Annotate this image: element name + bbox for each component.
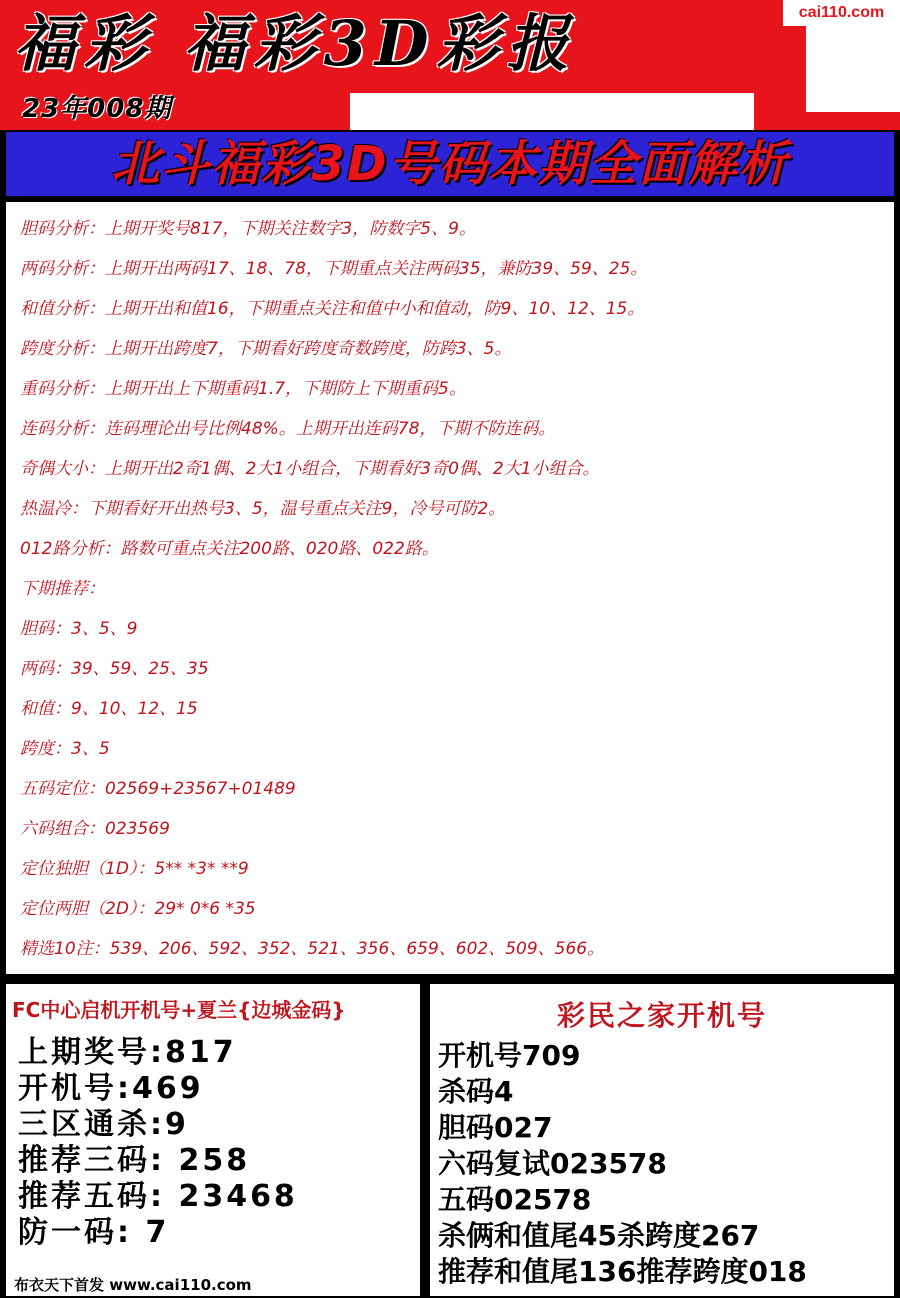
- analysis-panel: [4, 200, 896, 976]
- banner-title: 北斗福彩3D号码本期全面解析: [111, 136, 789, 192]
- caimin-line: 胆码027: [438, 1111, 553, 1144]
- analysis-line: 胆码：3、5、9: [20, 619, 138, 639]
- analysis-line: 两码：39、59、25、35: [20, 659, 209, 679]
- issue-number: 23年008期: [22, 94, 172, 124]
- analysis-line: 跨度：3、5: [20, 739, 110, 759]
- caimin-panel: [428, 982, 896, 1298]
- analysis-line: 热温冷：下期看好开出热号3、5，温号重点关注9，冷号可防2。: [20, 499, 506, 519]
- blank-box: [350, 93, 754, 131]
- analysis-line: 两码分析：上期开出两码17、18、78，下期重点关注两码35，兼防39、59、25。: [20, 259, 648, 279]
- caimin-line: 杀俩和值尾45杀跨度267: [438, 1219, 760, 1252]
- analysis-line: 连码分析：连码理论出号比例48%。上期开出连码78，下期不防连码。: [20, 419, 556, 439]
- analysis-line: 奇偶大小：上期开出2奇1偶、2大1小组合，下期看好3奇0偶、2大1小组合。: [20, 459, 600, 479]
- analysis-line: 胆码分析：上期开奖号817，下期关注数字3，防数字5、9。: [20, 219, 476, 239]
- header: [0, 0, 900, 130]
- fc-center-line: 防一码: 7: [18, 1215, 170, 1250]
- analysis-line: 下期推荐：: [20, 579, 105, 599]
- caimin-line: 杀码4: [438, 1075, 514, 1108]
- caimin-title: 彩民之家开机号: [556, 999, 767, 1032]
- caimin-line: 推荐和值尾136推荐跨度018: [438, 1255, 807, 1288]
- fc-center-line: 三区通杀:9: [18, 1107, 189, 1142]
- corner-block: [806, 26, 900, 112]
- analysis-line: 跨度分析：上期开出跨度7，下期看好跨度奇数跨度，防跨3、5。: [20, 339, 512, 359]
- site-logo: cai110.com: [783, 0, 900, 26]
- analysis-line: 定位独胆（1D）：5** *3* **9: [20, 859, 249, 879]
- fc-center-line: 推荐五码: 23468: [18, 1179, 298, 1214]
- fc-center-line: 上期奖号:817: [18, 1035, 237, 1070]
- fc-center-line: 推荐三码: 258: [18, 1143, 251, 1178]
- analysis-line: 和值：9、10、12、15: [20, 699, 198, 719]
- analysis-line: 012路分析：路数可重点关注200路、020路、022路。: [20, 539, 439, 559]
- analysis-line: 定位两胆（2D）：29* 0*6 *35: [20, 899, 256, 919]
- fc-center-panel: [4, 982, 422, 1298]
- fc-center-title: FC中心启机开机号+夏兰{边城金码}: [12, 998, 346, 1022]
- footer-watermark: 布衣天下首发 www.cai110.com: [10, 1274, 374, 1296]
- analysis-line: 精选10注：539、206、592、352、521、356、659、602、509、566。: [20, 939, 605, 959]
- caimin-line: 五码02578: [438, 1183, 592, 1216]
- analysis-line: 五码定位：02569+23567+01489: [20, 779, 296, 799]
- caimin-line: 六码复试023578: [438, 1147, 667, 1180]
- analysis-line: 重码分析：上期开出上下期重码1.7，下期防上下期重码5。: [20, 379, 466, 399]
- banner: [4, 130, 896, 198]
- caimin-line: 开机号709: [438, 1039, 581, 1072]
- analysis-line: 六码组合：023569: [20, 819, 170, 839]
- analysis-line: 和值分析：上期开出和值16，下期重点关注和值中小和值动，防9、10、12、15。: [20, 299, 645, 319]
- page-title: 福彩 福彩3D彩报: [14, 7, 577, 80]
- fc-center-line: 开机号:469: [18, 1071, 204, 1106]
